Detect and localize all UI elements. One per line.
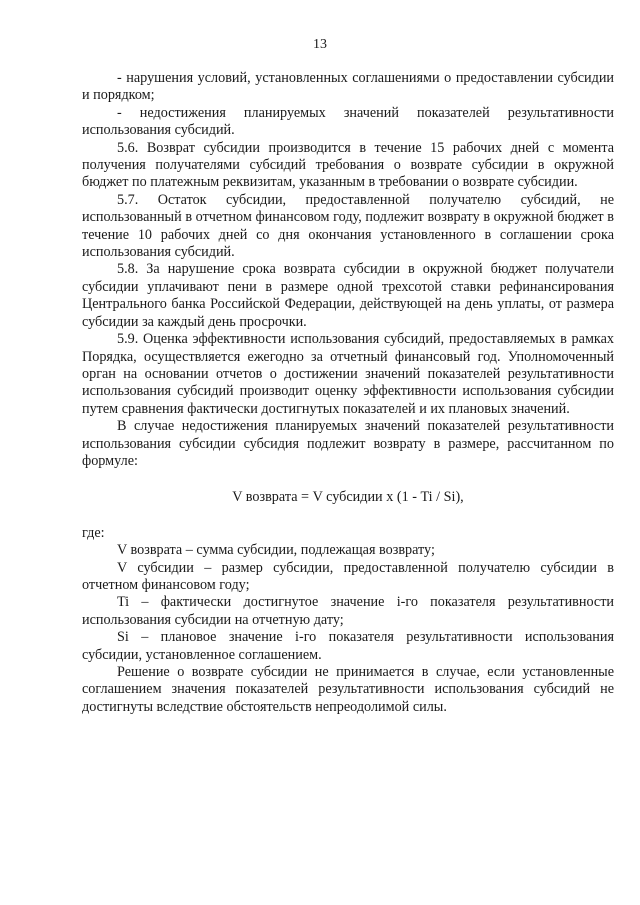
definition-ti: Ti – фактически достигнутое значение i-го показателя результативности использования субсидии на отчетную дату; <box>82 594 614 628</box>
definition-v-subsidy: V субсидии – размер субсидии, предоставленной получателю субсидии в отчетном финансовом году; <box>82 559 614 593</box>
where-label: где: <box>82 524 105 541</box>
paragraph-5-7: 5.7. Остаток субсидии, предоставленной получателю субсидий, не использованный в отчетном финансовом году, подлежит возврату в окружной бюджет в течение 10 рабочих дней со дня окончания установленного в соглашении срока использования субсидий. <box>82 191 614 261</box>
closing-paragraph: Решение о возврате субсидии не принимается в случае, если установленные соглашением значения показателей результативности использования субсидий не достигнуты вследствие обстоятельств непреодолимой силы. <box>82 664 614 715</box>
refund-formula: V возврата = V субсидии х (1 - Ti / Si), <box>232 489 464 506</box>
paragraph-5-9: 5.9. Оценка эффективности использования субсидий, предоставляемых в рамках Порядка, осуществляется ежегодно за отчетный финансовый год. Уполномоченный орган на основании отчетов о достижении значений показателей результативности использования субсидий производит оценку эффективности использования субсидии путем сравнения фактически достигнутых показателей и их плановых значений. <box>82 331 614 417</box>
page-number: 13 <box>313 37 327 52</box>
paragraph-non-achievement: - недостижения планируемых значений показателей результативности использования субсидий. <box>82 104 614 139</box>
paragraph-5-8: 5.8. За нарушение срока возврата субсидии в окружной бюджет получатели субсидии уплачивают пени в размере одной трехсотой ставки рефинансирования Центрального банка Российской Федерации, действующей на день уплаты, от размера субсидии за каждый день просрочки. <box>82 261 614 330</box>
document-body <box>82 70 614 716</box>
paragraph-5-6: 5.6. Возврат субсидии производится в течение 15 рабочих дней с момента получения получателями субсидий требования о возврате субсидии в окружной бюджет по платежным реквизитам, указанным в требовании о возврате субсидии. <box>82 139 614 191</box>
paragraph-refund-case: В случае недостижения планируемых значений показателей результативности использования субсидии субсидия подлежит возврату в размере, рассчитанном по формуле: <box>82 418 614 469</box>
definition-v-return: V возврата – сумма субсидии, подлежащая возврату; <box>117 542 435 559</box>
paragraph-violation-conditions: - нарушения условий, установленных соглашениями о предоставлении субсидии и порядком; <box>82 70 614 104</box>
definition-si: Si – плановое значение i-го показателя результативности использования субсидии, установленное соглашением. <box>82 629 614 663</box>
